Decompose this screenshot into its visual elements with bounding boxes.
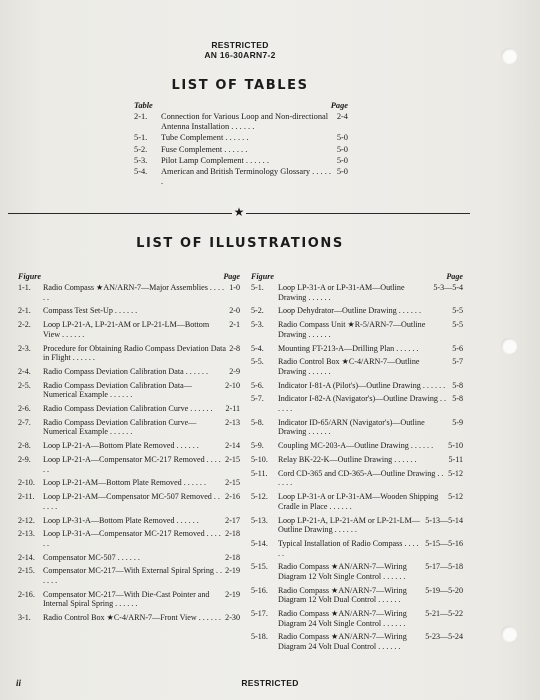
item-page: 1-0 bbox=[229, 283, 240, 292]
star-ornament: ★ bbox=[233, 205, 245, 219]
item-page: 5-6 bbox=[452, 343, 463, 353]
leader-dots: . . . . . . bbox=[376, 595, 401, 605]
item-page: 5-0 bbox=[336, 133, 348, 143]
item-page: 5-0 bbox=[336, 167, 348, 177]
leader-dots: . . . . . . bbox=[70, 353, 95, 363]
page-column-label: Page bbox=[330, 101, 348, 110]
table-column-label: Table bbox=[134, 101, 153, 110]
list-item bbox=[18, 381, 240, 400]
item-title: Relay BK-22-K—Outline Drawing bbox=[278, 455, 393, 464]
list-item bbox=[18, 566, 240, 585]
leader-dots: . . . . . . bbox=[43, 529, 221, 548]
item-page: 2-10 bbox=[225, 380, 240, 390]
item-number: 5-17. bbox=[251, 609, 268, 619]
item-title: Indicator ID-65/ARN (Navigator's)—Outline Drawing bbox=[278, 417, 425, 437]
binder-hole bbox=[501, 626, 517, 642]
item-number: 2-5. bbox=[18, 380, 31, 390]
leader-dots: . . . . . . bbox=[408, 441, 434, 451]
list-item bbox=[251, 283, 463, 302]
item-page: 5-12 bbox=[448, 468, 463, 478]
list-item bbox=[18, 455, 240, 474]
item-page: 5-0 bbox=[336, 155, 348, 165]
binder-hole bbox=[501, 48, 517, 64]
item-title: Loop LP-31-A or LP-31-AM—Outline Drawing bbox=[278, 283, 405, 302]
item-number: 5-3. bbox=[251, 320, 264, 330]
leader-dots: . . . . . . bbox=[43, 283, 225, 302]
item-page: 5-13—5-14 bbox=[425, 515, 463, 525]
list-item bbox=[18, 418, 240, 437]
list-item bbox=[251, 562, 463, 581]
list-of-illustrations-title: LIST OF ILLUSTRATIONS bbox=[136, 236, 344, 251]
restricted-footer: RESTRICTED bbox=[241, 678, 299, 688]
list-item bbox=[134, 156, 348, 166]
item-title: Compass Test Set-Up bbox=[43, 306, 113, 316]
list-item bbox=[18, 306, 240, 316]
item-page: 2-30 bbox=[225, 613, 240, 623]
list-item bbox=[251, 469, 463, 488]
item-title: Compensator MC-217—With Die-Cast Pointer and Internal Spiral Spring bbox=[43, 589, 210, 609]
list-item bbox=[251, 418, 463, 437]
list-item bbox=[18, 404, 240, 414]
item-page: 5-10 bbox=[448, 441, 463, 451]
list-item bbox=[251, 394, 463, 413]
item-page: 2-4 bbox=[336, 112, 348, 121]
item-number: 5-16. bbox=[251, 585, 268, 595]
item-page: 2-18 bbox=[225, 529, 240, 539]
tables-list bbox=[134, 101, 348, 187]
list-item bbox=[18, 283, 240, 302]
list-item bbox=[18, 492, 240, 511]
item-title: Radio Compass ★AN/ARN-7—Wiring Diagram 24 Volt Single Control bbox=[278, 609, 407, 628]
item-page: 5-15—5-16 bbox=[425, 538, 463, 548]
list-item bbox=[251, 306, 463, 316]
item-title: Radio Control Box ★C-4/ARN-7—Front View bbox=[43, 613, 197, 623]
item-number: 5-12. bbox=[251, 492, 268, 502]
item-title: Procedure for Obtaining Radio Compass Deviation Data in Flight bbox=[43, 343, 226, 363]
item-page: 2-0 bbox=[229, 306, 240, 316]
item-title: Radio Compass ★AN/ARN-7—Wiring Diagram 12 Volt Single Control bbox=[278, 562, 407, 581]
item-number: 2-15. bbox=[18, 566, 35, 576]
item-title: Loop LP-21-A, LP-21-AM or LP-21-LM—Outline Drawing bbox=[278, 515, 420, 535]
page-column-label: Page bbox=[446, 272, 463, 281]
item-title: Loop LP-31-A or LP-31-AM—Wooden Shipping Cradle in Place bbox=[278, 492, 439, 511]
leader-dots: . . . . . . bbox=[161, 167, 331, 187]
leader-dots: . . . . . . bbox=[306, 366, 331, 376]
item-title: Loop LP-21-AM—Compensator MC-507 Removed bbox=[43, 492, 212, 502]
leader-dots: . . . . . . bbox=[396, 306, 421, 316]
leader-dots: . . . . . . bbox=[381, 571, 406, 581]
list-item bbox=[134, 112, 348, 132]
binder-hole bbox=[501, 338, 517, 354]
item-number: 2-16. bbox=[18, 589, 35, 599]
item-title: Radio Control Box ★C-4/ARN-7—Outline Drawing bbox=[278, 357, 420, 376]
list-item bbox=[134, 145, 348, 155]
leader-dots: . . . . . . bbox=[420, 380, 446, 390]
list-item bbox=[134, 133, 348, 143]
list-item bbox=[18, 613, 240, 623]
tables-header bbox=[134, 101, 348, 111]
item-page: 2-11 bbox=[225, 404, 240, 414]
list-item bbox=[251, 609, 463, 628]
item-title: Loop LP-21-A—Compensator MC-217 Removed bbox=[43, 455, 205, 464]
item-number: 5-9. bbox=[251, 441, 264, 451]
list-item bbox=[18, 478, 240, 488]
leader-dots: . . . . . . bbox=[306, 329, 331, 339]
page-column-label: Page bbox=[223, 272, 240, 281]
item-number: 5-6. bbox=[251, 380, 264, 390]
item-number: 5-15. bbox=[251, 562, 268, 572]
list-item bbox=[134, 167, 348, 187]
item-number: 2-9. bbox=[18, 455, 31, 464]
item-title: Loop LP-21-A—Bottom Plate Removed bbox=[43, 441, 175, 451]
item-number: 5-11. bbox=[251, 468, 268, 478]
list-item bbox=[251, 455, 463, 465]
item-number: 2-2. bbox=[18, 320, 31, 330]
item-number: 5-1. bbox=[134, 133, 148, 143]
leader-dots: . . . . . . bbox=[306, 427, 331, 437]
illustrations-left-column bbox=[18, 272, 240, 627]
figure-column-label: Figure bbox=[18, 272, 41, 281]
item-number: 2-4. bbox=[18, 366, 31, 376]
item-number: 5-4. bbox=[251, 343, 264, 353]
item-title: Radio Compass ★AN/ARN-7—Major Assemblies bbox=[43, 283, 208, 292]
leader-dots: . . . . . . bbox=[60, 329, 85, 339]
list-item bbox=[251, 320, 463, 339]
restricted-header: RESTRICTED bbox=[211, 40, 269, 50]
list-item bbox=[251, 381, 463, 391]
item-number: 5-2. bbox=[251, 306, 264, 316]
item-title: Radio Compass ★AN/ARN-7—Wiring Diagram 12 Volt Dual Control bbox=[278, 585, 407, 605]
leader-dots: . . . . . . bbox=[327, 501, 352, 511]
item-page: 5-9 bbox=[452, 417, 463, 427]
item-title: American and British Terminology Glossary bbox=[161, 167, 311, 177]
item-title: Tube Complement bbox=[161, 133, 224, 143]
item-page: 2-15 bbox=[225, 478, 240, 488]
item-title: Loop LP-21-AM—Bottom Plate Removed bbox=[43, 478, 182, 488]
leader-dots: . . . . . . bbox=[222, 144, 248, 154]
illustrations-right-header bbox=[251, 272, 463, 283]
list-item bbox=[18, 553, 240, 563]
item-title: Loop LP-21-A, LP-21-AM or LP-21-LM—Bottom View bbox=[43, 320, 210, 339]
list-item bbox=[251, 357, 463, 376]
item-number: 2-6. bbox=[18, 404, 31, 414]
list-of-tables-title: LIST OF TABLES bbox=[171, 78, 309, 93]
item-number: 2-7. bbox=[18, 417, 31, 427]
item-title: Loop LP-31-A—Bottom Plate Removed bbox=[43, 515, 175, 525]
page-number: ii bbox=[16, 678, 22, 688]
leader-dots: . . . . . . bbox=[223, 133, 249, 143]
item-page: 5-5 bbox=[452, 320, 463, 330]
item-title: Radio Compass Deviation Calibration Curve—Numerical Example bbox=[43, 417, 197, 437]
item-page: 2-17 bbox=[225, 515, 240, 525]
leader-dots: . . . . . . bbox=[243, 155, 269, 165]
item-page: 2-19 bbox=[225, 566, 240, 576]
leader-dots: . . . . . . bbox=[183, 366, 208, 376]
list-item bbox=[18, 516, 240, 526]
list-item bbox=[251, 539, 463, 558]
leader-dots: . . . . . . bbox=[381, 618, 406, 628]
leader-dots: . . . . . . bbox=[278, 468, 444, 488]
leader-dots: . . . . . . bbox=[174, 441, 199, 451]
leader-dots: . . . . . . bbox=[188, 404, 213, 414]
item-number: 1-1. bbox=[18, 283, 31, 292]
item-title: Pilot Lamp Complement bbox=[161, 155, 244, 165]
item-title: Fuse Complement bbox=[161, 144, 223, 154]
item-title: Radio Compass Deviation Calibration Data bbox=[43, 366, 184, 376]
document-number: AN 16-30ARN7-2 bbox=[204, 50, 276, 60]
item-page: 2-18 bbox=[225, 552, 240, 562]
item-title: Radio Compass Deviation Calibration Curve bbox=[43, 404, 189, 414]
item-number: 5-5. bbox=[251, 357, 264, 367]
item-title: Radio Compass Deviation Calibration Data—Numerical Example bbox=[43, 380, 192, 400]
leader-dots: . . . . . . bbox=[278, 538, 419, 558]
item-title: Compensator MC-507 bbox=[43, 552, 116, 562]
item-title: Mounting FT-213-A—Drilling Plan bbox=[278, 343, 395, 353]
item-page: 5-0 bbox=[336, 144, 348, 154]
item-number: 2-14. bbox=[18, 552, 35, 562]
item-number: 3-1. bbox=[18, 613, 31, 623]
item-number: 2-1. bbox=[18, 306, 31, 316]
item-page: 2-16 bbox=[225, 492, 240, 502]
item-page: 5-11 bbox=[448, 455, 463, 464]
list-item bbox=[251, 441, 463, 451]
list-item bbox=[251, 516, 463, 535]
item-number: 5-2. bbox=[134, 144, 148, 154]
list-item bbox=[251, 344, 463, 354]
item-title: Typical Installation of Radio Compass bbox=[278, 538, 403, 548]
item-number: 2-11. bbox=[18, 492, 35, 502]
item-number: 5-13. bbox=[251, 515, 268, 525]
leader-dots: . . . . . . bbox=[392, 455, 417, 464]
list-item bbox=[18, 344, 240, 363]
item-title: Radio Compass Unit ★R-5/ARN-7—Outline Drawing bbox=[278, 320, 426, 339]
leader-dots: . . . . . . bbox=[43, 566, 223, 586]
figure-column-label: Figure bbox=[251, 272, 274, 281]
item-number: 5-7. bbox=[251, 394, 264, 404]
leader-dots: . . . . . . bbox=[229, 122, 255, 132]
item-title: Cord CD-365 and CD-365-A—Outline Drawing bbox=[278, 468, 436, 478]
item-page: 5-21—5-22 bbox=[425, 609, 463, 619]
item-page: 5-17—5-18 bbox=[425, 562, 463, 572]
item-number: 2-1. bbox=[134, 112, 148, 121]
leader-dots: . . . . . . bbox=[174, 515, 199, 525]
item-number: 5-10. bbox=[251, 455, 268, 464]
leader-dots: . . . . . . bbox=[394, 343, 419, 353]
item-title: Loop LP-31-A—Compensator MC-217 Removed bbox=[43, 529, 205, 539]
leader-dots: . . . . . . bbox=[332, 525, 357, 535]
item-page: 2-14 bbox=[225, 441, 240, 451]
leader-dots: . . . . . . bbox=[376, 642, 401, 651]
item-title: Radio Compass ★AN/ARN-7—Wiring Diagram 24 Volt Dual Control bbox=[278, 632, 407, 651]
item-number: 5-1. bbox=[251, 283, 264, 292]
leader-dots: . . . . . . bbox=[306, 292, 331, 302]
item-number: 5-8. bbox=[251, 417, 264, 427]
item-number: 2-10. bbox=[18, 478, 35, 488]
item-page: 2-8 bbox=[229, 343, 240, 353]
item-title: Connection for Various Loop and Non-directional Antenna Installation bbox=[161, 112, 329, 132]
item-number: 5-3. bbox=[134, 155, 148, 165]
item-page: 2-9 bbox=[229, 366, 240, 376]
item-number: 2-8. bbox=[18, 441, 31, 451]
leader-dots: . . . . . . bbox=[107, 427, 133, 437]
item-page: 5-12 bbox=[448, 492, 463, 502]
list-item bbox=[18, 590, 240, 609]
leader-dots: . . . . . . bbox=[181, 478, 206, 488]
item-number: 2-13. bbox=[18, 529, 35, 539]
leader-dots: . . . . . . bbox=[43, 455, 221, 474]
item-page: 2-15 bbox=[225, 455, 240, 464]
item-number: 2-3. bbox=[18, 343, 31, 353]
leader-dots: . . . . . . bbox=[113, 599, 138, 609]
leader-dots: . . . . . . bbox=[115, 552, 140, 562]
item-page: 2-1 bbox=[229, 320, 240, 330]
list-item bbox=[18, 367, 240, 377]
leader-dots: . . . . . . bbox=[43, 492, 220, 511]
item-page: 5-23—5-24 bbox=[425, 632, 463, 642]
item-title: Indicator I-81-A (Pilot's)—Outline Drawing bbox=[278, 380, 421, 390]
item-title: Loop Dehydrator—Outline Drawing bbox=[278, 306, 397, 316]
item-page: 5-7 bbox=[452, 357, 463, 367]
item-page: 2-19 bbox=[225, 589, 240, 599]
leader-dots: . . . . . . bbox=[112, 306, 138, 316]
item-page: 5-8 bbox=[452, 394, 463, 404]
leader-dots: . . . . . . bbox=[278, 394, 447, 414]
item-page: 5-5 bbox=[452, 306, 463, 316]
item-page: 5-3—5-4 bbox=[433, 283, 463, 292]
item-page: 2-13 bbox=[225, 417, 240, 427]
list-item bbox=[18, 529, 240, 548]
illustrations-left-header bbox=[18, 272, 240, 283]
item-page: 5-8 bbox=[452, 380, 463, 390]
leader-dots: . . . . . . bbox=[196, 613, 221, 623]
illustrations-right-column bbox=[251, 272, 463, 656]
list-item bbox=[251, 632, 463, 651]
item-number: 2-12. bbox=[18, 515, 35, 525]
item-number: 5-4. bbox=[134, 167, 148, 177]
item-title: Compensator MC-217—With External Spiral Spring bbox=[43, 566, 214, 576]
item-title: Coupling MC-203-A—Outline Drawing bbox=[278, 441, 409, 451]
list-item bbox=[251, 492, 463, 511]
leader-dots: . . . . . . bbox=[107, 390, 133, 400]
item-number: 5-18. bbox=[251, 632, 268, 642]
list-item bbox=[251, 586, 463, 605]
list-item bbox=[18, 441, 240, 451]
list-item bbox=[18, 320, 240, 339]
item-number: 5-14. bbox=[251, 538, 268, 548]
item-title: Indicator I-82-A (Navigator's)—Outline Drawing bbox=[278, 394, 438, 404]
item-page: 5-19—5-20 bbox=[425, 585, 463, 595]
